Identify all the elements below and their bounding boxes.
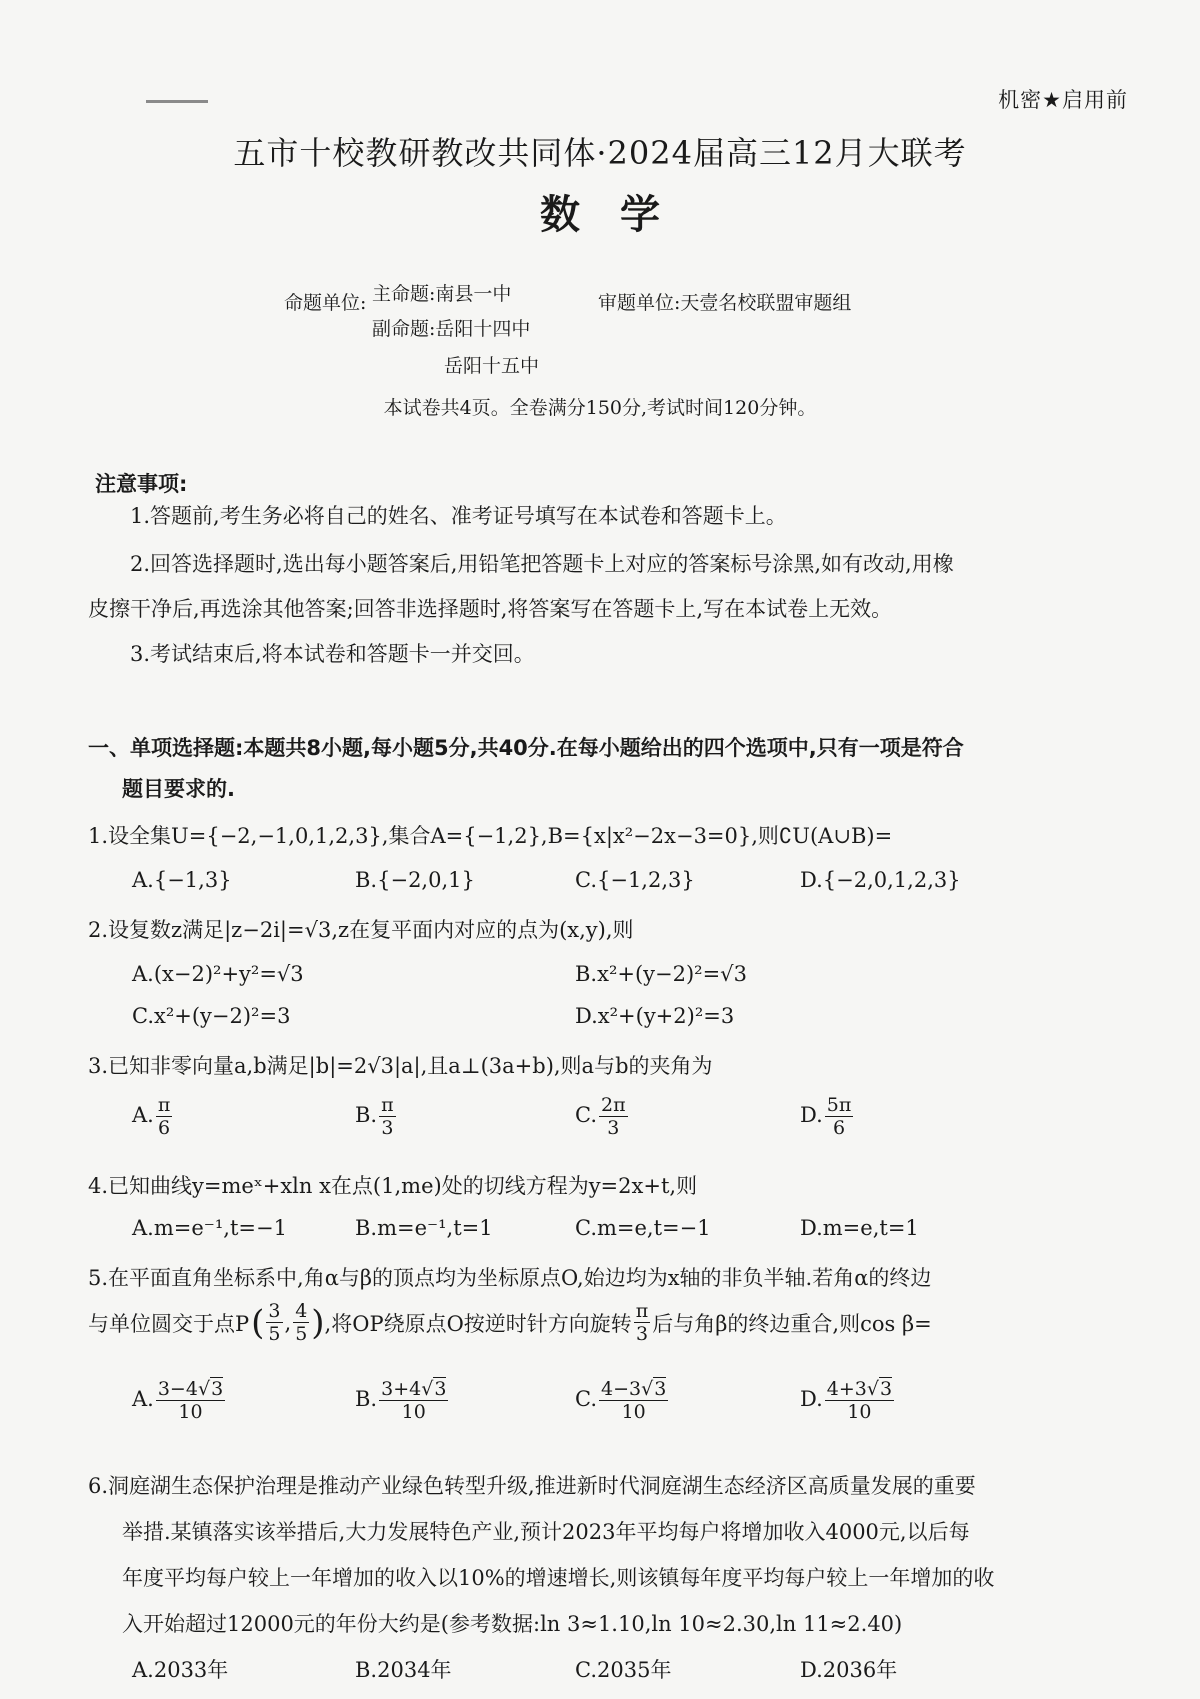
section-heading: 一、单项选择题:本题共8小题,每小题5分,共40分.在每小题给出的四个选项中,只有一项是符合: [88, 736, 964, 760]
q1-option-a: A.{−1,3}: [132, 868, 232, 892]
question-5-stem-line2: 与单位圆交于点P ( $\frac{3}{5}$ , $\frac{4}{5}$ ) ,将OP绕原点O按逆时针方向旋转 $\frac{\pi}{3}$ 后与角β的终边重合,则cos β=: [88, 1300, 932, 1345]
q2-option-d: D.x²+(y+2)²=3: [575, 1004, 735, 1028]
q6-option-c: C.2035年: [575, 1658, 672, 1682]
question-5-stem-line1: 5.在平面直角坐标系中,角α与β的顶点均为坐标原点O,始边均为x轴的非负半轴.若角α的终边: [88, 1266, 932, 1290]
q5-option-d: D. $\frac{4+3√3}{10}$: [800, 1378, 893, 1423]
q2-option-c: C.x²+(y−2)²=3: [132, 1004, 291, 1028]
q4-option-b: B.m=e⁻¹,t=1: [355, 1216, 493, 1240]
exam-info: 本试卷共4页。全卷满分150分,考试时间120分钟。: [383, 397, 817, 419]
q2-option-b: B.x²+(y−2)²=√3: [575, 962, 747, 986]
q6-option-b: B.2034年: [355, 1658, 452, 1682]
question-2-stem: 2.设复数z满足|z−2i|=√3,z在复平面内对应的点为(x,y),则: [88, 918, 634, 942]
q4-option-d: D.m=e,t=1: [800, 1216, 919, 1240]
q1-option-c: C.{−1,2,3}: [575, 868, 695, 892]
note-item: 2.回答选择题时,选出每小题答案后,用铅笔把答题卡上对应的答案标号涂黑,如有改动,用橡: [130, 552, 954, 576]
question-6-line: 入开始超过12000元的年份大约是(参考数据:ln 3≈1.10,ln 10≈2.30,ln 11≈2.40): [122, 1612, 903, 1636]
author-main-label: 命题单位:: [284, 292, 367, 314]
note-item: 1.答题前,考生务必将自己的姓名、准考证号填写在本试卷和答题卡上。: [130, 504, 787, 528]
q3-option-d: D. $\frac{5\pi}{6}$: [800, 1094, 852, 1139]
subject-title: 数学: [540, 191, 700, 238]
notes-heading: 注意事项:: [95, 472, 188, 496]
q4-option-c: C.m=e,t=−1: [575, 1216, 711, 1240]
q3-option-b: B. $\frac{\pi}{3}$: [355, 1094, 394, 1139]
q1-option-b: B.{−2,0,1}: [355, 868, 475, 892]
q6-option-a: A.2033年: [132, 1658, 229, 1682]
question-3-stem: 3.已知非零向量a,b满足|b|=2√3|a|,且a⊥(3a+b),则a与b的夹角为: [88, 1054, 713, 1078]
q2-option-a: A.(x−2)²+y²=√3: [132, 962, 304, 986]
author-vice: 副命题:岳阳十四中: [372, 318, 531, 340]
q6-option-d: D.2036年: [800, 1658, 898, 1682]
q1-option-d: D.{−2,0,1,2,3}: [800, 868, 961, 892]
note-item: 皮擦干净后,再选涂其他答案;回答非选择题时,将答案写在答题卡上,写在本试卷上无效。: [88, 597, 893, 621]
question-6-line: 举措.某镇落实该举措后,大力发展特色产业,预计2023年平均每户将增加收入4000元,以后每: [122, 1520, 970, 1544]
classification-label: 机密★启用前: [998, 88, 1128, 112]
q4-option-a: A.m=e⁻¹,t=−1: [132, 1216, 287, 1240]
q5-option-a: A. $\frac{3-4√3}{10}$: [132, 1378, 224, 1423]
section-heading-cont: 题目要求的.: [122, 777, 235, 801]
q5-option-c: C. $\frac{4-3√3}{10}$: [575, 1378, 667, 1423]
question-4-stem: 4.已知曲线y=meˣ+xln x在点(1,me)处的切线方程为y=2x+t,则: [88, 1174, 698, 1198]
q5-option-b: B. $\frac{3+4√3}{10}$: [355, 1378, 447, 1423]
corner-mark: [146, 100, 208, 103]
q3-option-c: C. $\frac{2\pi}{3}$: [575, 1094, 626, 1139]
question-6-line: 6.洞庭湖生态保护治理是推动产业绿色转型升级,推进新时代洞庭湖生态经济区高质量发展的重要: [88, 1474, 976, 1498]
author-vice2: 岳阳十五中: [444, 355, 540, 377]
q3-option-a: A. $\frac{\pi}{6}$: [132, 1094, 171, 1139]
note-item: 3.考试结束后,将本试卷和答题卡一并交回。: [130, 642, 535, 666]
question-6-line: 年度平均每户较上一年增加的收入以10%的增速增长,则该镇每年度平均每户较上一年增加的收: [122, 1566, 995, 1590]
exam-title: 五市十校教研教改共同体·2024届高三12月大联考: [233, 134, 967, 172]
author-main: 主命题:南县一中: [372, 283, 512, 305]
review-unit: 审题单位:天壹名校联盟审题组: [598, 292, 852, 314]
question-1-stem: 1.设全集U={−2,−1,0,1,2,3},集合A={−1,2},B={x|x²−2x−3=0},则∁U(A∪B)=: [88, 824, 893, 848]
